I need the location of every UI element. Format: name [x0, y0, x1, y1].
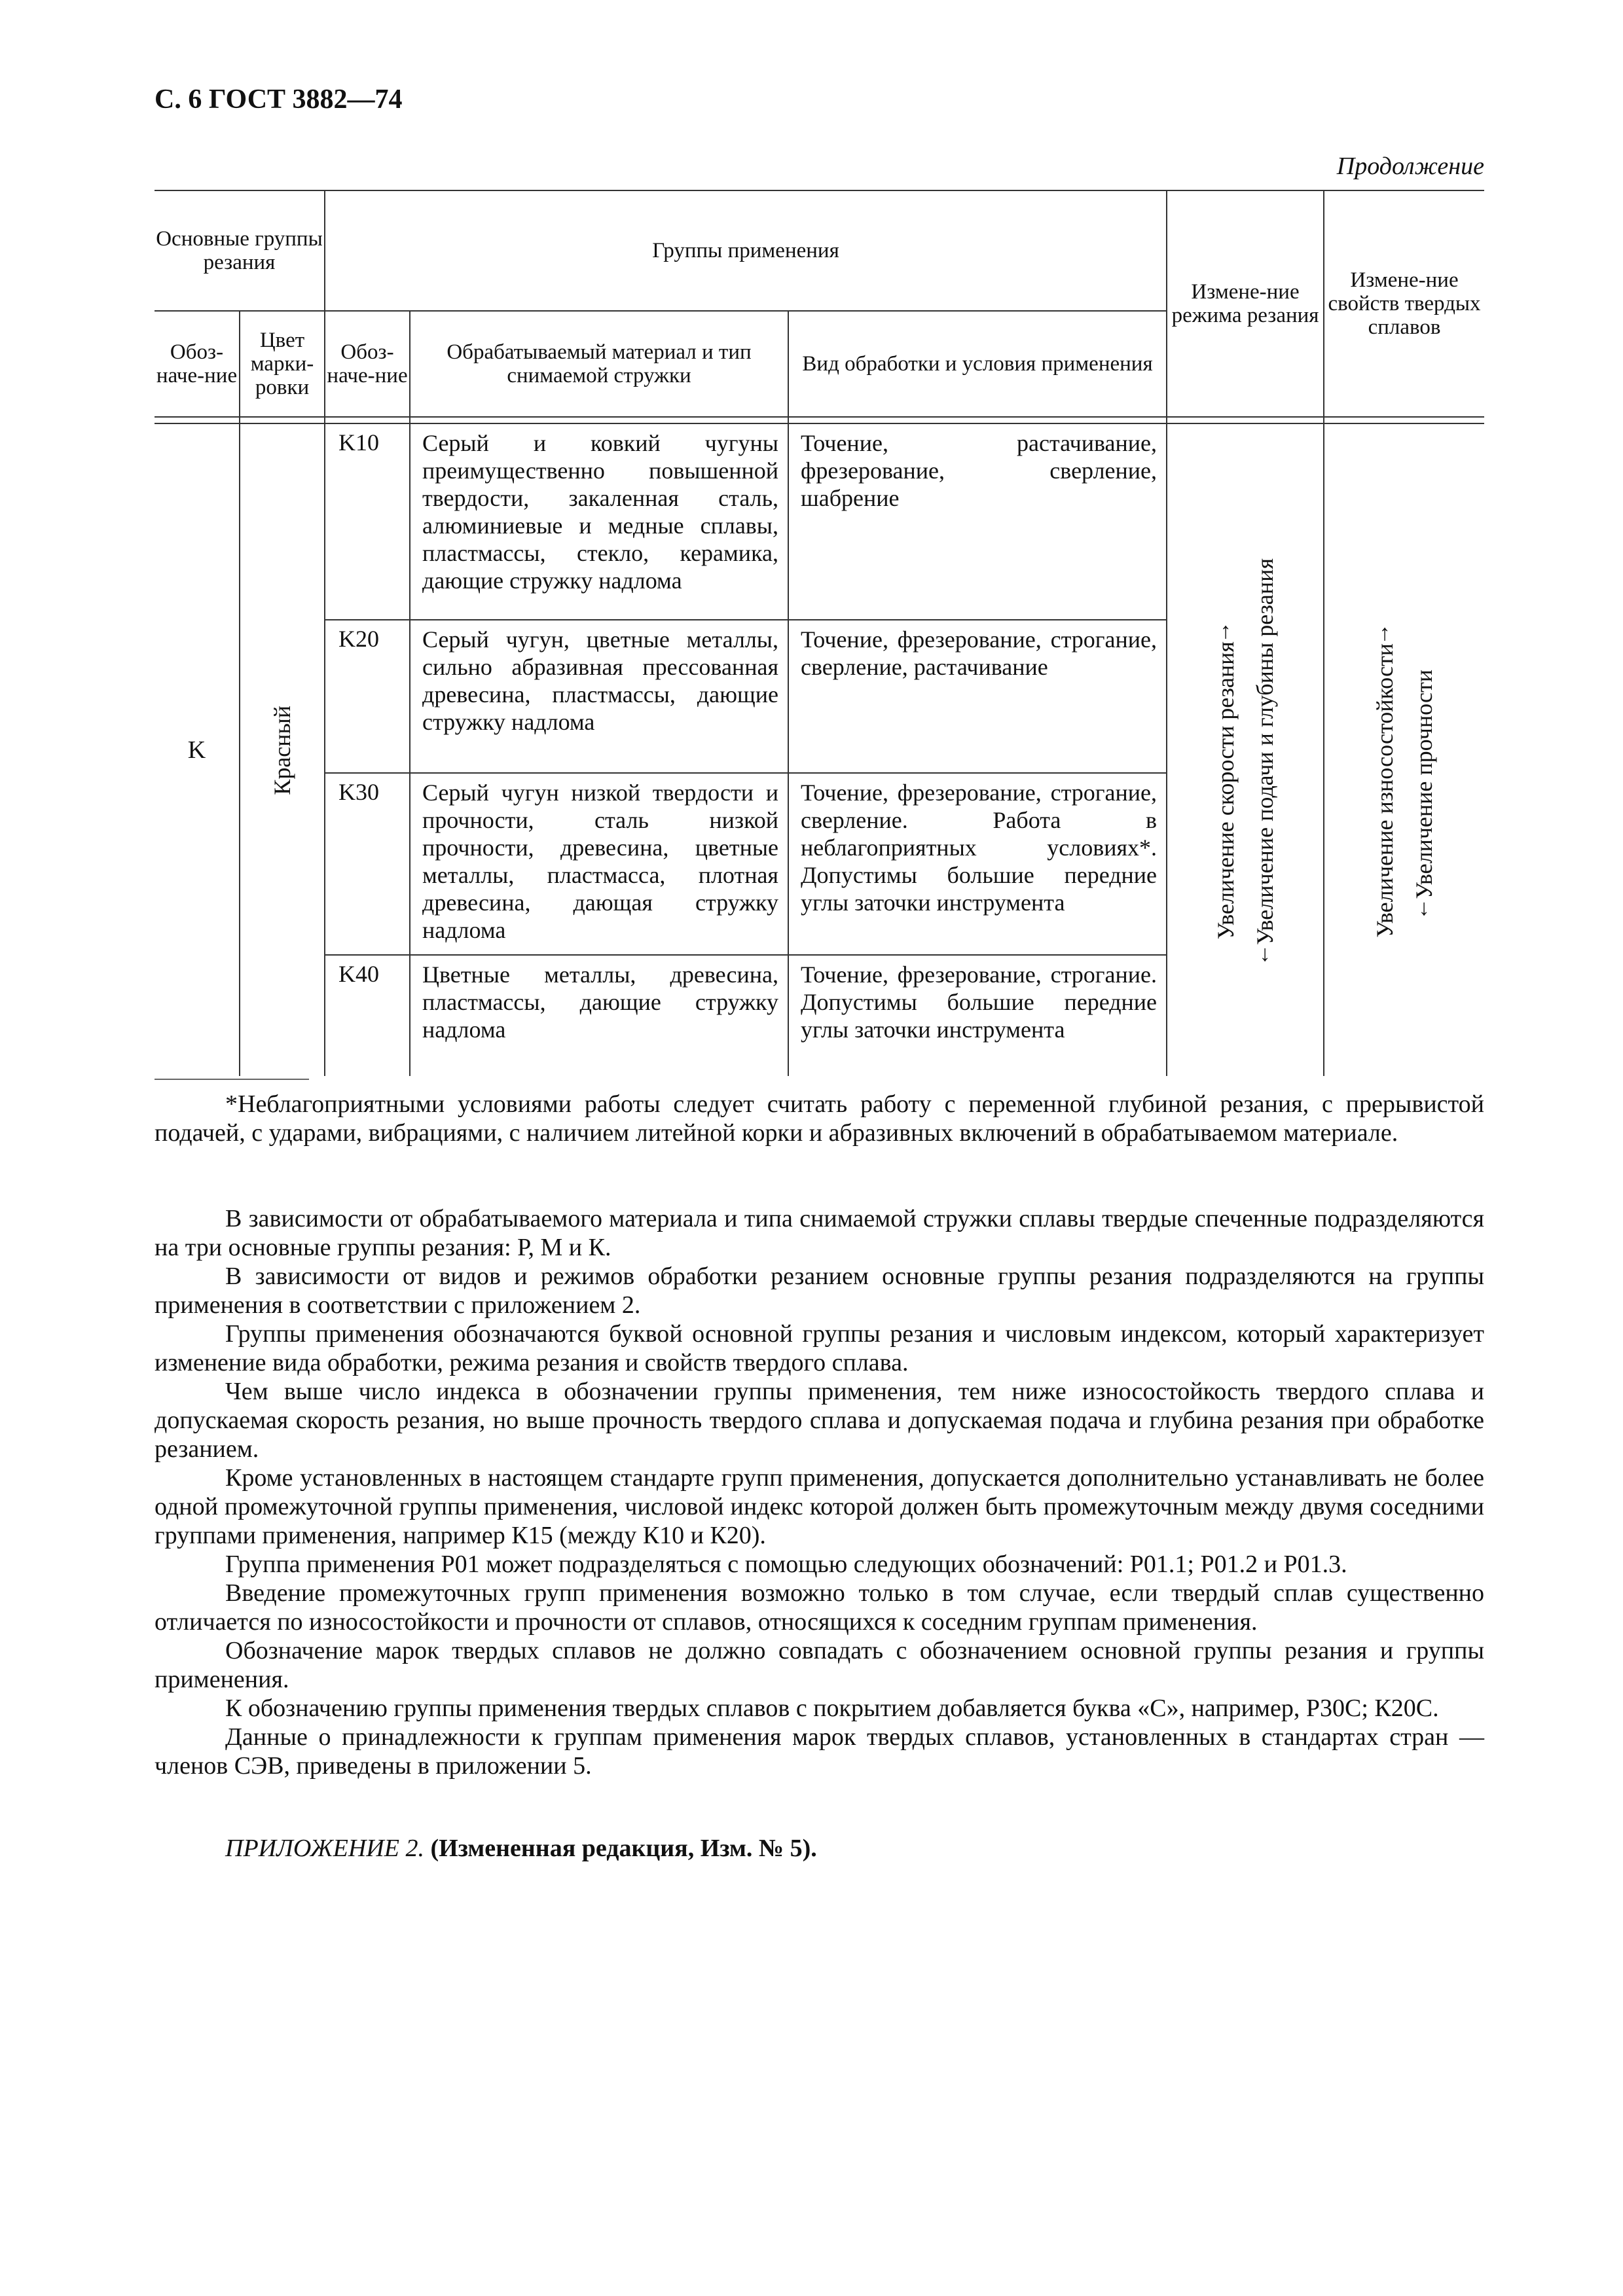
header-alloy-props: Измене-ние свойств твердых сплавов — [1324, 190, 1484, 417]
group-code: K — [187, 736, 206, 764]
paragraph: Группа применения Р01 может подразделяться с помощью следующих обозначений: Р01.1; Р01.2 и Р01.3. — [225, 1551, 1347, 1578]
arrow-down-icon: ↓ — [1259, 942, 1271, 967]
table-row — [155, 423, 1484, 620]
group-code-cell — [155, 423, 240, 1076]
label-strength: Увеличение прочности — [1411, 669, 1438, 899]
row-material-k10: Серый и ковкий чугуны преимущественно повышенной твердости, закаленная сталь, алюминиевые и медные сплавы, пластмассы, стекло, керамика, дающие стружку надлома — [410, 423, 788, 620]
header-material: Обрабатываемый материал и тип снимаемой стружки — [410, 311, 788, 417]
row-material-k30: Серый чугун низкой твердости и прочности, сталь низкой прочности, древесина, цветные металлы, пластмасса, плотная древесина, дающая стружку надлома — [410, 773, 788, 955]
row-code-k30: K30 — [325, 773, 410, 955]
paragraph: Введение промежуточных групп применения возможно только в том случае, если твердый сплав существенно отличается по износостойкости и прочности от сплавов, относящихся к соседним группам применения. — [155, 1579, 1484, 1636]
label-speed: Увеличение скорости резания — [1213, 641, 1239, 940]
paragraph: К обозначению группы применения твердых сплавов с покрытием добавляется буква «С», например, Р30С; К20С. — [225, 1695, 1439, 1722]
row-code-k20: K20 — [325, 620, 410, 773]
header-designation: Обоз-наче-ние — [155, 311, 240, 417]
row-machining-k30: Точение, фрезерование, строгание, сверление. Работа в неблагоприятных условиях*. Допустимы большие передние углы заточки инструмента — [788, 773, 1167, 955]
paragraph: Обозначение марок твердых сплавов не должно совпадать с обозначением основной группы резания и группы применения. — [155, 1637, 1484, 1693]
appendix-note — [225, 1834, 817, 1863]
arrow-up-icon: ↑ — [1379, 621, 1391, 646]
row-material-k40: Цветные металлы, древесина, пластмассы, дающие стружку надлома — [410, 955, 788, 1076]
row-code-k40: K40 — [325, 955, 410, 1076]
paragraph: Чем выше число индекса в обозначении группы применения, тем ниже износостойкость твердого сплава и допускаемая скорость резания, но выше прочность твердого сплава и допускаемая подача и глубина резания при обработке резанием. — [155, 1378, 1484, 1463]
header-main-groups: Основные группы резания — [155, 190, 325, 311]
arrow-down-icon: ↓ — [1418, 896, 1430, 921]
paragraph: Группы применения обозначаются буквой основной группы резания и числовым индексом, который характеризует изменение вида обработки, режима резания и свойств твердого сплава. — [155, 1320, 1484, 1376]
marking-color: Красный — [269, 705, 295, 795]
header-application-groups: Группы применения — [325, 190, 1167, 311]
row-machining-k40: Точение, фрезерование, строгание. Допустимы большие передние углы заточки инструмента — [788, 955, 1167, 1076]
footnote-text: *Неблагоприятными условиями работы следует считать работу с переменной глубиной резания, с прерывистой подачей, с ударами, вибрациями, с наличием литейной корки и абразивных включений в обрабатываемом материале. — [155, 1090, 1484, 1147]
row-material-k20: Серый чугун, цветные металлы, сильно абразивная прессованная древесина, пластмассы, дающие стружку надлома — [410, 620, 788, 773]
header-app-designation: Обоз-наче-ние — [325, 311, 410, 417]
page-header: С. 6 ГОСТ 3882—74 — [155, 84, 403, 115]
cutting-mode-arrows — [1167, 423, 1324, 1076]
row-code-k10: K10 — [325, 423, 410, 620]
appendix-label: ПРИЛОЖЕНИЕ 2. — [225, 1835, 424, 1862]
row-machining-k10: Точение, растачивание, фрезерование, сверление, шабрение — [788, 423, 1167, 620]
appendix-change: (Измененная редакция, Изм. № 5). — [430, 1835, 817, 1862]
paragraph: Кроме установленных в настоящем стандарте групп применения, допускается дополнительно устанавливать не более одной промежуточной группы применения, числовой индекс которой должен быть промежуточным между двумя соседними группами применения, например К15 (между К10 и К20). — [155, 1464, 1484, 1549]
alloy-props-arrows — [1324, 423, 1484, 1076]
header-marking-color: Цвет марки-ровки — [240, 311, 325, 417]
continuation-label: Продолжение — [1336, 152, 1484, 180]
label-feed: Увеличение подачи и глубины резания — [1252, 558, 1279, 945]
paragraph: Данные о принадлежности к группам применения марок твердых сплавов, установленных в стандартах стран — членов СЭВ, приведены в приложении 5. — [155, 1723, 1484, 1780]
marking-color-cell — [240, 423, 325, 1076]
paragraph: В зависимости от видов и режимов обработки резанием основные группы резания подразделяются на группы применения в соответствии с приложением 2. — [155, 1263, 1484, 1319]
paragraph: В зависимости от обрабатываемого материала и типа снимаемой стружки сплавы твердые спеченные подразделяются на три основные группы резания: Р, М и К. — [155, 1205, 1484, 1261]
footnote — [155, 1090, 1484, 1147]
footnote-divider — [155, 1079, 309, 1080]
application-groups-table — [155, 190, 1484, 1076]
arrow-up-icon: ↑ — [1220, 619, 1231, 644]
row-machining-k20: Точение, фрезерование, строгание, сверление, растачивание — [788, 620, 1167, 773]
body-paragraphs — [155, 1204, 1484, 1780]
header-machining: Вид обработки и условия применения — [788, 311, 1167, 417]
header-cutting-mode: Измене-ние режима резания — [1167, 190, 1324, 417]
label-wear: Увеличение износостойкости — [1372, 643, 1398, 938]
